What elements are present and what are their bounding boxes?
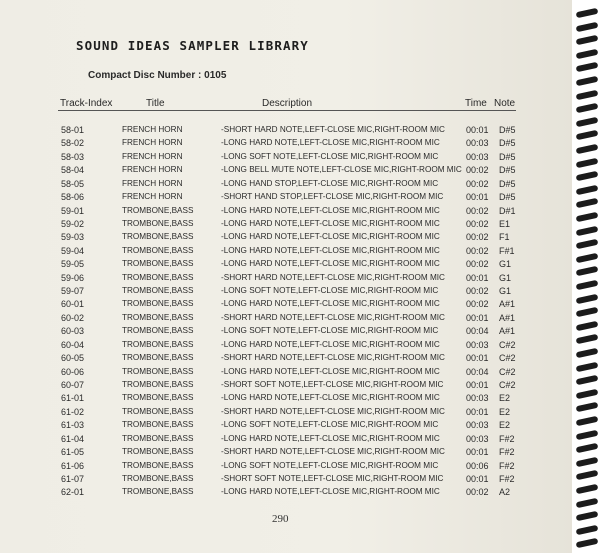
title-cell: FRENCH HORN — [122, 138, 183, 148]
binding-ring — [576, 157, 599, 167]
table-row — [0, 339, 572, 352]
binding-ring — [576, 253, 599, 263]
track-index-cell: 61-05 — [61, 447, 85, 458]
track-index-cell: 59-01 — [61, 205, 85, 216]
time-cell: 00:02 — [466, 259, 489, 270]
binding-ring — [576, 225, 599, 235]
binding-ring — [576, 62, 599, 72]
table-row — [0, 460, 572, 473]
description-cell: -SHORT HARD NOTE,LEFT-CLOSE MIC,RIGHT-ROOM MIC — [221, 447, 445, 457]
note-cell: G1 — [499, 272, 512, 283]
time-cell: 00:01 — [466, 379, 489, 390]
time-cell: 00:01 — [466, 353, 489, 364]
time-cell: 00:02 — [466, 487, 489, 498]
table-row — [0, 406, 572, 419]
note-cell: D#5 — [499, 165, 516, 176]
table-row — [0, 366, 572, 379]
track-index-cell: 61-02 — [61, 406, 85, 417]
description-cell: -LONG SOFT NOTE,LEFT-CLOSE MIC,RIGHT-ROOM MIC — [221, 151, 439, 161]
time-cell: 00:04 — [466, 326, 489, 337]
table-row — [0, 446, 572, 459]
title-cell: TROMBONE,BASS — [122, 232, 194, 242]
description-cell: -SHORT HAND STOP,LEFT-CLOSE MIC,RIGHT-ROOM MIC — [221, 192, 444, 202]
table-row — [0, 352, 572, 365]
binding-ring — [576, 171, 599, 181]
title-cell: TROMBONE,BASS — [122, 339, 194, 349]
table-row — [0, 486, 572, 499]
track-index-cell: 60-04 — [61, 339, 85, 350]
title-cell: TROMBONE,BASS — [122, 366, 194, 376]
table-row — [0, 379, 572, 392]
track-index-cell: 58-02 — [61, 138, 85, 149]
table-row — [0, 392, 572, 405]
time-cell: 00:01 — [466, 272, 489, 283]
header-note: Note — [494, 98, 516, 109]
description-cell: -LONG SOFT NOTE,LEFT-CLOSE MIC,RIGHT-ROOM MIC — [221, 286, 439, 296]
title-cell: FRENCH HORN — [122, 192, 183, 202]
track-index-cell: 58-03 — [61, 151, 85, 162]
binding-ring — [576, 239, 599, 249]
title-cell: TROMBONE,BASS — [122, 205, 194, 215]
binding-ring — [576, 334, 599, 344]
table-row — [0, 245, 572, 258]
note-cell: E2 — [499, 393, 511, 404]
description-cell: -SHORT HARD NOTE,LEFT-CLOSE MIC,RIGHT-ROOM MIC — [221, 353, 445, 363]
header-description: Description — [262, 98, 313, 109]
track-index-cell: 58-05 — [61, 178, 85, 189]
header-track-index: Track-Index — [60, 98, 113, 109]
track-index-cell: 60-02 — [61, 312, 85, 323]
title-cell: FRENCH HORN — [122, 178, 183, 188]
track-index-cell: 60-03 — [61, 326, 85, 337]
table-row — [0, 137, 572, 150]
description-cell: -LONG HARD NOTE,LEFT-CLOSE MIC,RIGHT-ROOM MIC — [221, 138, 440, 148]
binding-ring — [576, 185, 599, 195]
table-row — [0, 231, 572, 244]
note-cell: A#1 — [499, 326, 516, 337]
title-cell: TROMBONE,BASS — [122, 299, 194, 309]
note-cell: F#1 — [499, 245, 515, 256]
table-row — [0, 124, 572, 137]
table-row — [0, 433, 572, 446]
description-cell: -SHORT SOFT NOTE,LEFT-CLOSE MIC,RIGHT-ROOM MIC — [221, 379, 444, 389]
time-cell: 00:01 — [466, 447, 489, 458]
note-cell: C#2 — [499, 353, 516, 364]
description-cell: -LONG SOFT NOTE,LEFT-CLOSE MIC,RIGHT-ROOM MIC — [221, 326, 439, 336]
description-cell: -LONG SOFT NOTE,LEFT-CLOSE MIC,RIGHT-ROOM MIC — [221, 460, 439, 470]
time-cell: 00:06 — [466, 460, 489, 471]
note-cell: D#5 — [499, 138, 516, 149]
track-index-cell: 59-02 — [61, 218, 85, 229]
binding-ring — [576, 8, 599, 18]
time-cell: 00:02 — [466, 299, 489, 310]
binding-ring — [576, 484, 599, 494]
note-cell: D#1 — [499, 205, 516, 216]
disc-number: Compact Disc Number : 0105 — [88, 70, 227, 81]
time-cell: 00:02 — [466, 245, 489, 256]
description-cell: -LONG HARD NOTE,LEFT-CLOSE MIC,RIGHT-ROOM MIC — [221, 299, 440, 309]
time-cell: 00:03 — [466, 151, 489, 162]
note-cell: A#1 — [499, 299, 516, 310]
time-cell: 00:03 — [466, 138, 489, 149]
title-cell: TROMBONE,BASS — [122, 379, 194, 389]
track-index-cell: 60-06 — [61, 366, 85, 377]
description-cell: -LONG HARD NOTE,LEFT-CLOSE MIC,RIGHT-ROOM MIC — [221, 245, 440, 255]
table-row — [0, 205, 572, 218]
description-cell: -LONG HARD NOTE,LEFT-CLOSE MIC,RIGHT-ROOM MIC — [221, 205, 440, 215]
page-title: SOUND IDEAS SAMPLER LIBRARY — [76, 38, 309, 53]
binding-ring — [576, 76, 599, 86]
track-index-cell: 59-06 — [61, 272, 85, 283]
note-cell: C#2 — [499, 339, 516, 350]
page-number: 290 — [272, 513, 289, 525]
binding-ring — [576, 293, 599, 303]
binding-ring — [576, 375, 599, 385]
time-cell: 00:01 — [466, 125, 489, 135]
note-cell: F#2 — [499, 447, 515, 458]
time-cell: 00:02 — [466, 205, 489, 216]
description-cell: -SHORT HARD NOTE,LEFT-CLOSE MIC,RIGHT-ROOM MIC — [221, 406, 445, 416]
title-cell: TROMBONE,BASS — [122, 433, 194, 443]
table-row — [0, 178, 572, 191]
note-cell: F#2 — [499, 473, 515, 484]
title-cell: TROMBONE,BASS — [122, 312, 194, 322]
binding-ring — [576, 89, 599, 99]
binding-ring — [576, 443, 599, 453]
header-title: Title — [146, 98, 165, 109]
time-cell: 00:02 — [466, 286, 489, 297]
description-cell: -LONG HARD NOTE,LEFT-CLOSE MIC,RIGHT-ROOM MIC — [221, 259, 440, 269]
description-cell: -SHORT HARD NOTE,LEFT-CLOSE MIC,RIGHT-ROOM MIC — [221, 272, 445, 282]
time-cell: 00:01 — [466, 473, 489, 484]
description-cell: -SHORT SOFT NOTE,LEFT-CLOSE MIC,RIGHT-ROOM MIC — [221, 473, 444, 483]
time-cell: 00:04 — [466, 366, 489, 377]
title-cell: TROMBONE,BASS — [122, 460, 194, 470]
binding-ring — [576, 470, 599, 480]
note-cell: D#5 — [499, 192, 516, 203]
binding-ring — [576, 103, 599, 113]
track-index-cell: 61-06 — [61, 460, 85, 471]
table-row — [0, 164, 572, 177]
title-cell: TROMBONE,BASS — [122, 245, 194, 255]
track-index-cell: 58-04 — [61, 165, 85, 176]
binding-ring — [576, 321, 599, 331]
binding-ring — [576, 511, 599, 521]
title-cell: TROMBONE,BASS — [122, 272, 194, 282]
binding-ring — [576, 49, 599, 59]
note-cell: G1 — [499, 259, 512, 270]
time-cell: 00:03 — [466, 433, 489, 444]
title-cell: TROMBONE,BASS — [122, 406, 194, 416]
table-row — [0, 325, 572, 338]
time-cell: 00:02 — [466, 165, 489, 176]
table-row — [0, 473, 572, 486]
track-index-cell: 59-03 — [61, 232, 85, 243]
track-index-cell: 59-05 — [61, 259, 85, 270]
note-cell: D#5 — [499, 178, 516, 189]
track-index-cell: 61-01 — [61, 393, 85, 404]
binding-ring — [576, 497, 599, 507]
note-cell: F#2 — [499, 460, 515, 471]
title-cell: TROMBONE,BASS — [122, 447, 194, 457]
binding-ring — [576, 144, 599, 154]
binding-ring — [576, 416, 599, 426]
track-index-cell: 61-03 — [61, 420, 85, 431]
track-index-cell: 58-01 — [61, 125, 85, 135]
binding-ring — [576, 117, 599, 127]
note-cell: E2 — [499, 420, 511, 431]
note-cell: A2 — [499, 487, 511, 498]
spiral-binding — [572, 0, 600, 553]
table-row — [0, 272, 572, 285]
note-cell: E1 — [499, 218, 511, 229]
table-row — [0, 285, 572, 298]
title-cell: TROMBONE,BASS — [122, 353, 194, 363]
track-index-cell: 60-07 — [61, 379, 85, 390]
binding-ring — [576, 429, 599, 439]
table-row — [0, 191, 572, 204]
track-index-cell: 60-05 — [61, 353, 85, 364]
header-time: Time — [465, 98, 487, 109]
track-index-cell: 60-01 — [61, 299, 85, 310]
table-row — [0, 218, 572, 231]
description-cell: -LONG HARD NOTE,LEFT-CLOSE MIC,RIGHT-ROOM MIC — [221, 393, 440, 403]
track-index-cell: 61-04 — [61, 433, 85, 444]
binding-ring — [576, 212, 599, 222]
binding-ring — [576, 35, 599, 45]
title-cell: TROMBONE,BASS — [122, 218, 194, 228]
description-cell: -LONG HARD NOTE,LEFT-CLOSE MIC,RIGHT-ROOM MIC — [221, 218, 440, 228]
binding-ring — [576, 307, 599, 317]
description-cell: -SHORT HARD NOTE,LEFT-CLOSE MIC,RIGHT-ROOM MIC — [221, 312, 445, 322]
time-cell: 00:02 — [466, 232, 489, 243]
note-cell: C#2 — [499, 379, 516, 390]
binding-ring — [576, 348, 599, 358]
note-cell: C#2 — [499, 366, 516, 377]
binding-ring — [576, 21, 599, 31]
description-cell: -LONG SOFT NOTE,LEFT-CLOSE MIC,RIGHT-ROOM MIC — [221, 420, 439, 430]
binding-ring — [576, 266, 599, 276]
binding-ring — [576, 402, 599, 412]
time-cell: 00:03 — [466, 339, 489, 350]
binding-ring — [576, 130, 599, 140]
note-cell: D#5 — [499, 125, 516, 135]
track-index-cell: 61-07 — [61, 473, 85, 484]
title-cell: TROMBONE,BASS — [122, 259, 194, 269]
binding-ring — [576, 361, 599, 371]
description-cell: -LONG HARD NOTE,LEFT-CLOSE MIC,RIGHT-ROOM MIC — [221, 487, 440, 497]
time-cell: 00:02 — [466, 178, 489, 189]
time-cell: 00:03 — [466, 393, 489, 404]
note-cell: F#2 — [499, 433, 515, 444]
time-cell: 00:03 — [466, 420, 489, 431]
description-cell: -LONG HARD NOTE,LEFT-CLOSE MIC,RIGHT-ROOM MIC — [221, 433, 440, 443]
header-rule — [58, 110, 516, 111]
note-cell: G1 — [499, 286, 512, 297]
table-row — [0, 298, 572, 311]
track-index-cell: 62-01 — [61, 487, 85, 498]
note-cell: F1 — [499, 232, 510, 243]
track-index-cell: 59-07 — [61, 286, 85, 297]
description-cell: -LONG HARD NOTE,LEFT-CLOSE MIC,RIGHT-ROOM MIC — [221, 232, 440, 242]
binding-ring — [576, 389, 599, 399]
table-row — [0, 419, 572, 432]
binding-ring — [576, 280, 599, 290]
binding-ring — [576, 457, 599, 467]
title-cell: TROMBONE,BASS — [122, 326, 194, 336]
binding-ring — [576, 538, 599, 548]
title-cell: TROMBONE,BASS — [122, 393, 194, 403]
title-cell: TROMBONE,BASS — [122, 286, 194, 296]
time-cell: 00:01 — [466, 312, 489, 323]
binding-ring — [576, 198, 599, 208]
description-cell: -LONG BELL MUTE NOTE,LEFT-CLOSE MIC,RIGHT-ROOM MIC — [221, 165, 462, 175]
description-cell: -SHORT HARD NOTE,LEFT-CLOSE MIC,RIGHT-ROOM MIC — [221, 125, 445, 134]
title-cell: FRENCH HORN — [122, 125, 183, 134]
table-row — [0, 312, 572, 325]
table-row — [0, 151, 572, 164]
description-cell: -LONG HARD NOTE,LEFT-CLOSE MIC,RIGHT-ROOM MIC — [221, 366, 440, 376]
note-cell: A#1 — [499, 312, 516, 323]
title-cell: FRENCH HORN — [122, 165, 183, 175]
time-cell: 00:01 — [466, 192, 489, 203]
note-cell: E2 — [499, 406, 511, 417]
time-cell: 00:02 — [466, 218, 489, 229]
title-cell: TROMBONE,BASS — [122, 487, 194, 497]
title-cell: FRENCH HORN — [122, 151, 183, 161]
description-cell: -LONG HAND STOP,LEFT-CLOSE MIC,RIGHT-ROOM MIC — [221, 178, 439, 188]
time-cell: 00:01 — [466, 406, 489, 417]
title-cell: TROMBONE,BASS — [122, 420, 194, 430]
table-row — [0, 258, 572, 271]
note-cell: D#5 — [499, 151, 516, 162]
binding-ring — [576, 525, 599, 535]
description-cell: -LONG HARD NOTE,LEFT-CLOSE MIC,RIGHT-ROOM MIC — [221, 339, 440, 349]
track-index-cell: 58-06 — [61, 192, 85, 203]
track-index-cell: 59-04 — [61, 245, 85, 256]
title-cell: TROMBONE,BASS — [122, 473, 194, 483]
